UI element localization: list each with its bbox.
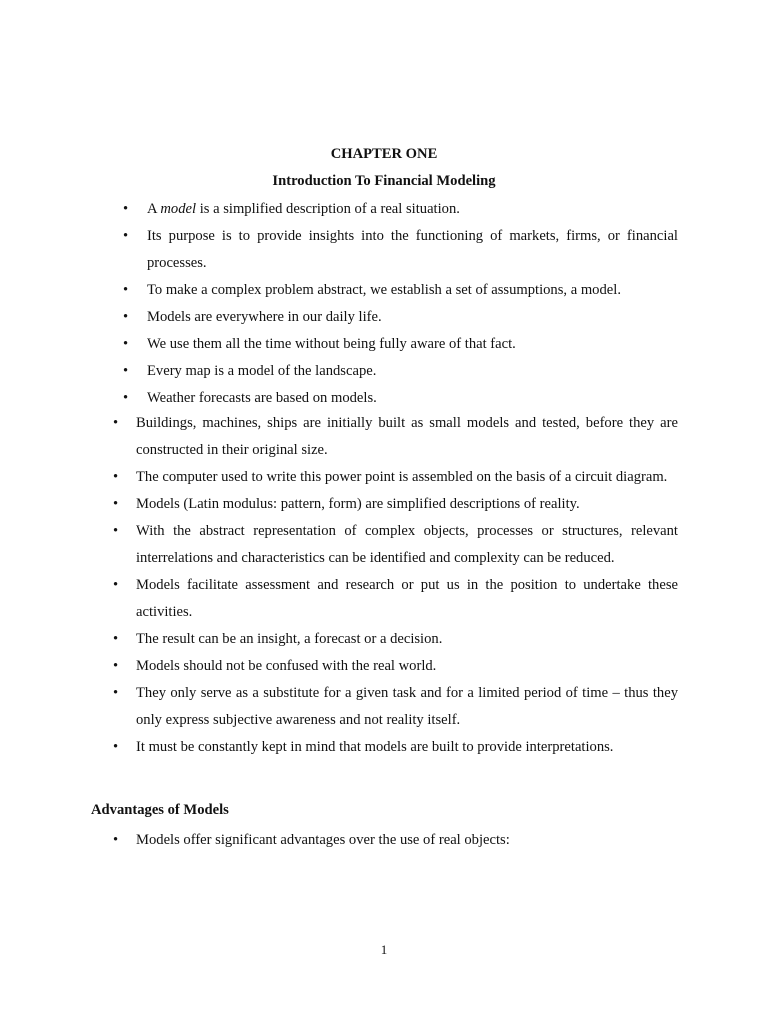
list-item: [113, 572, 678, 626]
list-item: [123, 196, 678, 223]
list-item-prefix: A: [147, 201, 161, 217]
list-item: [123, 358, 678, 385]
list-item-text: Its purpose is to provide insights into the functioning of markets, firms, or financial processes.: [147, 228, 678, 271]
chapter-subtitle: Introduction To Financial Modeling: [272, 173, 496, 189]
chapter-title: CHAPTER ONE: [330, 146, 438, 162]
bullet-icon: •: [113, 739, 119, 755]
list-item-text: Every map is a model of the landscape.: [147, 363, 377, 379]
list-item: [123, 304, 678, 331]
list-item-suffix: is a simplified description of a real situation.: [196, 201, 460, 217]
list-item-text: Models should not be confused with the real world.: [136, 658, 437, 674]
bullet-icon: •: [113, 469, 119, 485]
list-item-text: We use them all the time without being fully aware of that fact.: [147, 336, 516, 352]
list-item-text: With the abstract representation of complex objects, processes or structures, relevant interrelations and characteristics can be identified and complexity can be reduced.: [136, 523, 678, 566]
list-item: [113, 734, 678, 761]
bullet-icon: •: [113, 577, 119, 593]
bullet-icon: •: [113, 415, 119, 431]
list-item: [113, 827, 678, 854]
list-item: [113, 464, 678, 491]
main-bullet-list: [113, 410, 678, 761]
bullet-icon: •: [113, 685, 119, 701]
bullet-icon: •: [113, 658, 119, 674]
bullet-icon: •: [123, 201, 129, 217]
bullet-icon: •: [113, 496, 119, 512]
list-item: [113, 491, 678, 518]
list-item: [113, 653, 678, 680]
advantages-bullet-list: [113, 827, 678, 854]
list-item-text: Models (Latin modulus: pattern, form) are simplified descriptions of reality.: [136, 496, 580, 512]
list-item-text: To make a complex problem abstract, we establish a set of assumptions, a model.: [147, 282, 621, 298]
list-item-text: Weather forecasts are based on models.: [147, 390, 377, 406]
bullet-icon: •: [123, 390, 129, 406]
list-item: [113, 410, 678, 464]
page-number: 1: [380, 942, 388, 957]
bullet-icon: •: [123, 228, 129, 244]
bullet-icon: •: [113, 523, 119, 539]
list-item-text: Models are everywhere in our daily life.: [147, 309, 382, 325]
bullet-icon: •: [113, 631, 119, 647]
list-item-text: Models facilitate assessment and research or put us in the position to undertake these activities.: [136, 577, 678, 620]
list-item-emphasis: model: [160, 201, 197, 217]
bullet-icon: •: [113, 832, 119, 848]
list-item-text: The result can be an insight, a forecast or a decision.: [136, 631, 443, 647]
list-item: [113, 626, 678, 653]
list-item: [123, 385, 678, 412]
list-item: [123, 331, 678, 358]
list-item: [123, 277, 678, 304]
list-item-text: It must be constantly kept in mind that models are built to provide interpretations.: [136, 739, 614, 755]
list-item: [113, 518, 678, 572]
bullet-icon: •: [123, 309, 129, 325]
bullet-icon: •: [123, 363, 129, 379]
section-title: Advantages of Models: [91, 802, 229, 818]
list-item: [123, 223, 678, 277]
list-item-text: They only serve as a substitute for a given task and for a limited period of time – thus they only express subjective awareness and not reality itself.: [136, 685, 678, 728]
intro-bullet-list: [123, 196, 678, 412]
list-item-text: Buildings, machines, ships are initially built as small models and tested, before they are constructed in their original size.: [136, 415, 678, 458]
bullet-icon: •: [123, 336, 129, 352]
list-item-text: The computer used to write this power point is assembled on the basis of a circuit diagram.: [136, 469, 668, 485]
list-item: [113, 680, 678, 734]
list-item-text: Models offer significant advantages over the use of real objects:: [136, 832, 510, 848]
bullet-icon: •: [123, 282, 129, 298]
